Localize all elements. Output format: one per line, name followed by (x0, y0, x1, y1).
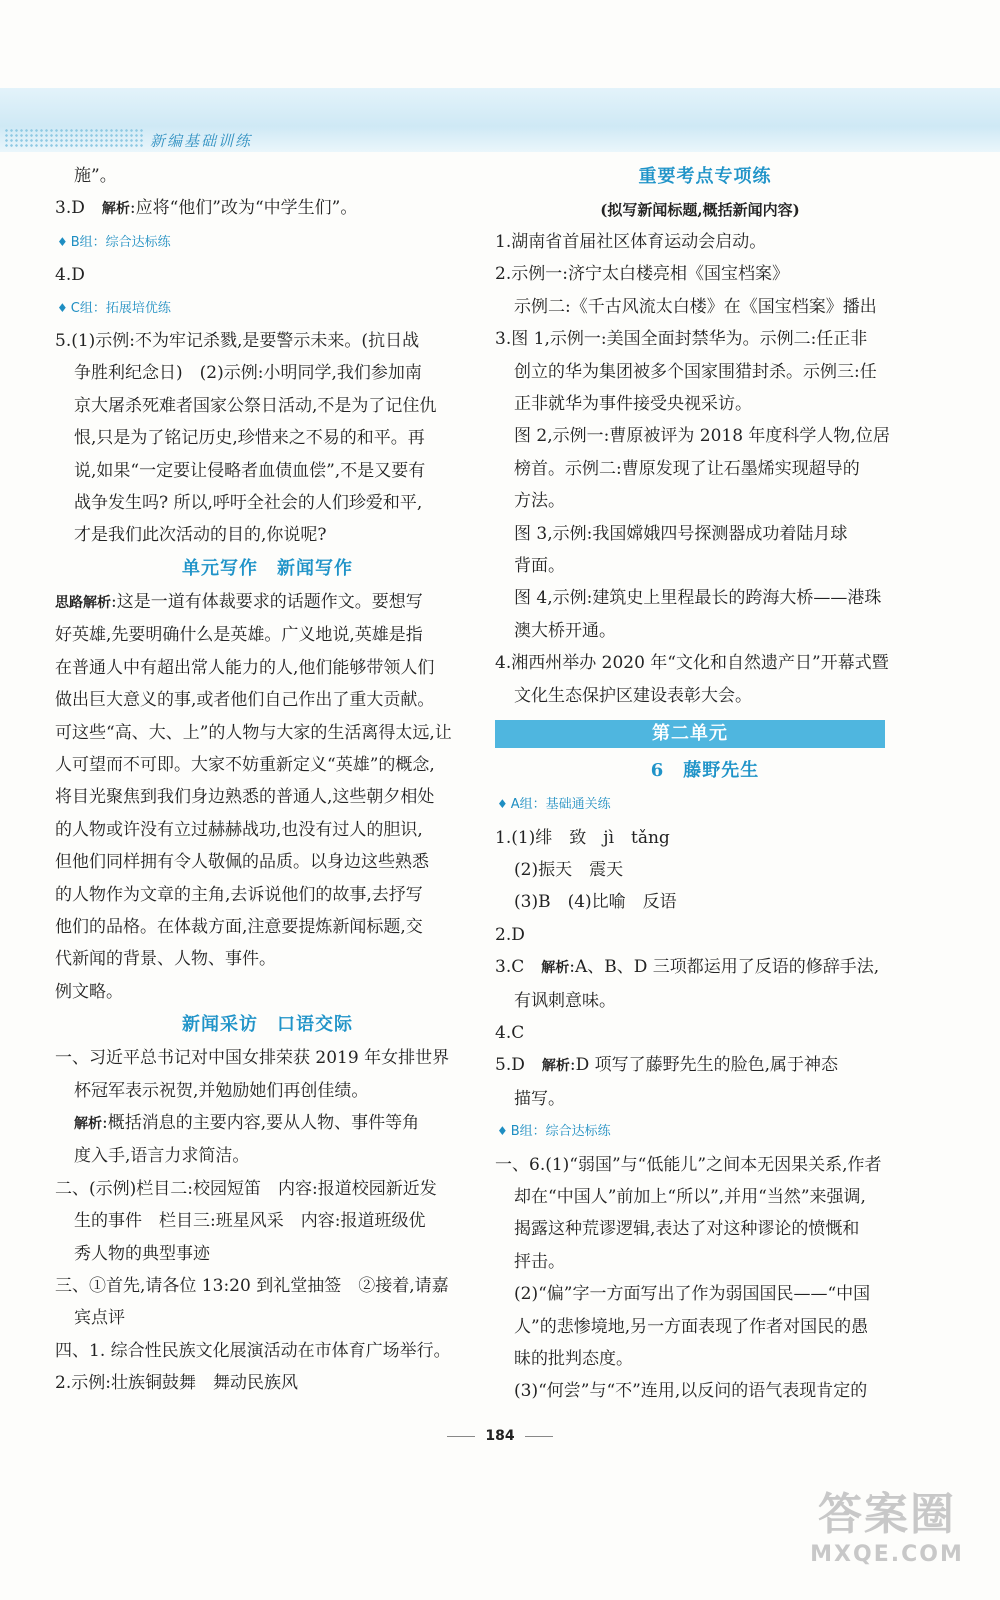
right-text-line: 抨击。 (514, 1251, 565, 1272)
left-text-line: 四、1. 综合性民族文化展演活动在市体育广场举行。 (55, 1340, 451, 1361)
unit-banner: 第二单元 (495, 720, 885, 748)
right-text-line: 图 3,示例:我国嫦娥四号探测器成功着陆月球 (514, 523, 848, 544)
left-text-line: 战争发生吗? 所以,呼吁全社会的人们珍爱和平, (74, 493, 423, 514)
left-text-line: 秀人物的典型事迹 (74, 1243, 210, 1264)
left-text-line: 例文略。 (55, 981, 123, 1002)
right-text-line: 澳大桥开通。 (514, 620, 616, 641)
keyword-label: 解析 (101, 201, 130, 218)
left-text-line: 京大屠杀死难者国家公祭日活动,不是为了记住仇 (74, 395, 437, 416)
right-text-line: 却在“中国人”前加上“所以”,并用“当然”来强调, (514, 1186, 866, 1207)
diamond-bullet-icon: ♦ (497, 1124, 508, 1139)
footer-rule-right (525, 1436, 553, 1437)
diamond-bullet-icon: ♦ (497, 797, 508, 812)
right-text-line: 创立的华为集团被多个国家围猎封杀。示例三:任 (514, 361, 877, 382)
diamond-bullet-icon: ♦ (57, 300, 68, 315)
left-text-line: 人可望而不可即。大家不妨重新定义“英雄”的概念, (55, 754, 435, 775)
left-text-line: 解析:概括消息的主要内容,要从人物、事件等角 (74, 1112, 420, 1133)
right-text-line: 2.D (495, 924, 525, 945)
right-text-line: 昧的批判态度。 (514, 1349, 633, 1369)
right-text-line: 4.C (495, 1022, 525, 1043)
right-group-heading (495, 1115, 905, 1148)
left-text-line: 杯冠军表示祝贺,并勉励她们再创佳绩。 (74, 1080, 369, 1101)
series-title: 新编基础训练 (150, 132, 253, 150)
left-group-heading (55, 292, 470, 325)
right-section-title: 重要考点专项练 (638, 166, 772, 187)
left-text-line: 三、①首先,请各位 13:20 到礼堂抽签 ②接着,请嘉 (55, 1276, 449, 1296)
left-text-line: 可这些“高、大、上”的人物与大家的生活离得太远,让 (55, 722, 452, 743)
right-text-line: 方法。 (514, 491, 565, 512)
right-section-subtitle: (拟写新闻标题,概括新闻内容) (600, 201, 800, 219)
right-text-line: (3)B (4)比喻 反语 (514, 892, 677, 913)
left-text-line: 生的事件 栏目三:班星风采 内容:报道班级优 (74, 1211, 426, 1232)
left-text-line: 说,如果“一定要让侵略者血债血偿”,不是又要有 (74, 460, 426, 481)
left-text-line: 施”。 (74, 166, 117, 186)
right-text-line: 背面。 (514, 556, 565, 577)
watermark-line2: MXQE.COM (810, 1542, 964, 1567)
right-text-line: 图 2,示例一:曹原被评为 2018 年度科学人物,位居 (514, 426, 890, 447)
left-text-line: 将目光聚焦到我们身边熟悉的普通人,这些朝夕相处 (55, 787, 435, 808)
group-heading-label: C组：拓展培优练 (70, 300, 171, 316)
right-text-line: 榜首。示例二:曹原发现了让石墨烯实现超导的 (514, 458, 860, 479)
left-column (55, 160, 470, 1400)
right-text-line: (2)“偏”字一方面写出了作为弱国国民——“中国 (514, 1284, 871, 1305)
left-text-line: 他们的品格。在体裁方面,注意要提炼新闻标题,交 (55, 916, 423, 937)
right-text-line: 5.D 解析:D 项写了藤野先生的脸色,属于神态 (495, 1055, 839, 1076)
left-group-heading (55, 226, 470, 259)
left-text-line: 恨,只是为了铭记历史,珍惜来之不易的和平。再 (74, 428, 425, 449)
left-text-line: 4.D (55, 265, 85, 286)
diamond-bullet-icon: ♦ (57, 234, 68, 249)
left-text-line: 在普通人中有超出常人能力的人,他们能够带领人们 (55, 657, 435, 678)
left-section-title: 单元写作 新闻写作 (182, 557, 353, 579)
footer-rule-left (447, 1436, 475, 1437)
left-text-line: 好英雄,先要明确什么是英雄。广义地说,英雄是指 (55, 625, 423, 646)
left-text-line: 的人物作为文章的主角,去诉说他们的故事,去抒写 (55, 884, 423, 905)
group-heading-label: A组：基础通关练 (510, 797, 611, 813)
right-text-line: (3)“何尝”与“不”连用,以反问的语气表现肯定的 (514, 1381, 868, 1402)
keyword-label: 解析 (541, 960, 570, 977)
right-text-line: 正非就华为事件接受央视采访。 (514, 394, 752, 415)
right-text-line: 有讽刺意味。 (514, 990, 616, 1011)
left-text-line: 5.(1)示例:不为牢记杀戮,是要警示未来。(抗日战 (55, 331, 420, 352)
page-footer (0, 1428, 1000, 1444)
right-text-line: 揭露这种荒谬逻辑,表达了对这种谬论的愤慨和 (514, 1219, 860, 1240)
right-section-title: 6 藤野先生 (650, 760, 760, 782)
left-text-line: 2.示例:壮族铜鼓舞 舞动民族风 (55, 1373, 298, 1394)
right-text-line: 1.湖南省首届社区体育运动会启动。 (495, 232, 767, 252)
left-text-line: 才是我们此次活动的目的,你说呢? (74, 525, 327, 546)
watermark-line1: 答案圈 (818, 1489, 956, 1540)
keyword-label: 解析 (541, 1058, 570, 1075)
right-text-line: 4.湘西州举办 2020 年“文化和自然遗产日”开幕式暨 (495, 653, 889, 674)
left-text-line: 争胜利纪念日) (2)示例:小明同学,我们参加南 (74, 363, 422, 384)
right-text-line: 2.示例一:济宁太白楼亮相《国宝档案》 (495, 264, 789, 285)
left-text-line: 宾点评 (74, 1308, 125, 1329)
keyword-label: 思路解析 (55, 594, 111, 611)
left-text-line: 代新闻的背景、人物、事件。 (55, 949, 276, 970)
left-text-line: 但他们同样拥有令人敬佩的品质。以身边这些熟悉 (55, 852, 429, 873)
right-group-heading (495, 788, 905, 821)
right-text-line: 文化生态保护区建设表彰大会。 (514, 685, 752, 706)
right-text-line: 3.图 1,示例一:美国全面封禁华为。示例二:任正非 (495, 329, 868, 350)
right-text-line: 3.C 解析:A、B、D 三项都运用了反语的修辞手法, (495, 957, 880, 978)
left-section-title: 新闻采访 口语交际 (182, 1014, 353, 1036)
left-text-line: 度入手,语言力求简洁。 (74, 1146, 250, 1167)
group-heading-label: B组：综合达标练 (510, 1124, 611, 1140)
right-column (495, 160, 905, 1408)
left-text-line: 做出巨大意义的事,或者他们自己作出了重大贡献。 (55, 690, 435, 711)
group-heading-label: B组：综合达标练 (70, 234, 171, 250)
right-text-line: 描写。 (514, 1088, 565, 1109)
right-text-line: 图 4,示例:建筑史上里程最长的跨海大桥——港珠 (514, 588, 882, 609)
left-text-line: 思路解析:这是一道有体裁要求的话题作文。要想写 (55, 591, 423, 612)
watermark-logo (802, 1478, 972, 1568)
header-dot-pattern (4, 128, 144, 148)
right-text-line: 一、6.(1)“弱国”与“低能儿”之间本无因果关系,作者 (495, 1154, 882, 1175)
left-text-line: 二、(示例)栏目二:校园短笛 内容:报道校园新近发 (55, 1178, 437, 1199)
left-text-line: 一、习近平总书记对中国女排荣获 2019 年女排世界 (55, 1048, 450, 1069)
left-text-line: 3.D 解析:应将“他们”改为“中学生们”。 (55, 198, 358, 219)
right-text-line: (2)振天 震天 (514, 859, 624, 880)
right-text-line: 示例二:《千古风流太白楼》在《国宝档案》播出 (514, 296, 877, 317)
keyword-label: 解析 (74, 1115, 102, 1132)
page-number: 184 (485, 1428, 515, 1444)
left-text-line: 的人物或许没有立过赫赫战功,也没有过人的胆识, (55, 819, 423, 840)
right-text-line: 1.(1)绯 致 jì tǎng (495, 827, 670, 848)
right-text-line: 人”的悲惨境地,另一方面表现了作者对国民的愚 (514, 1316, 869, 1337)
